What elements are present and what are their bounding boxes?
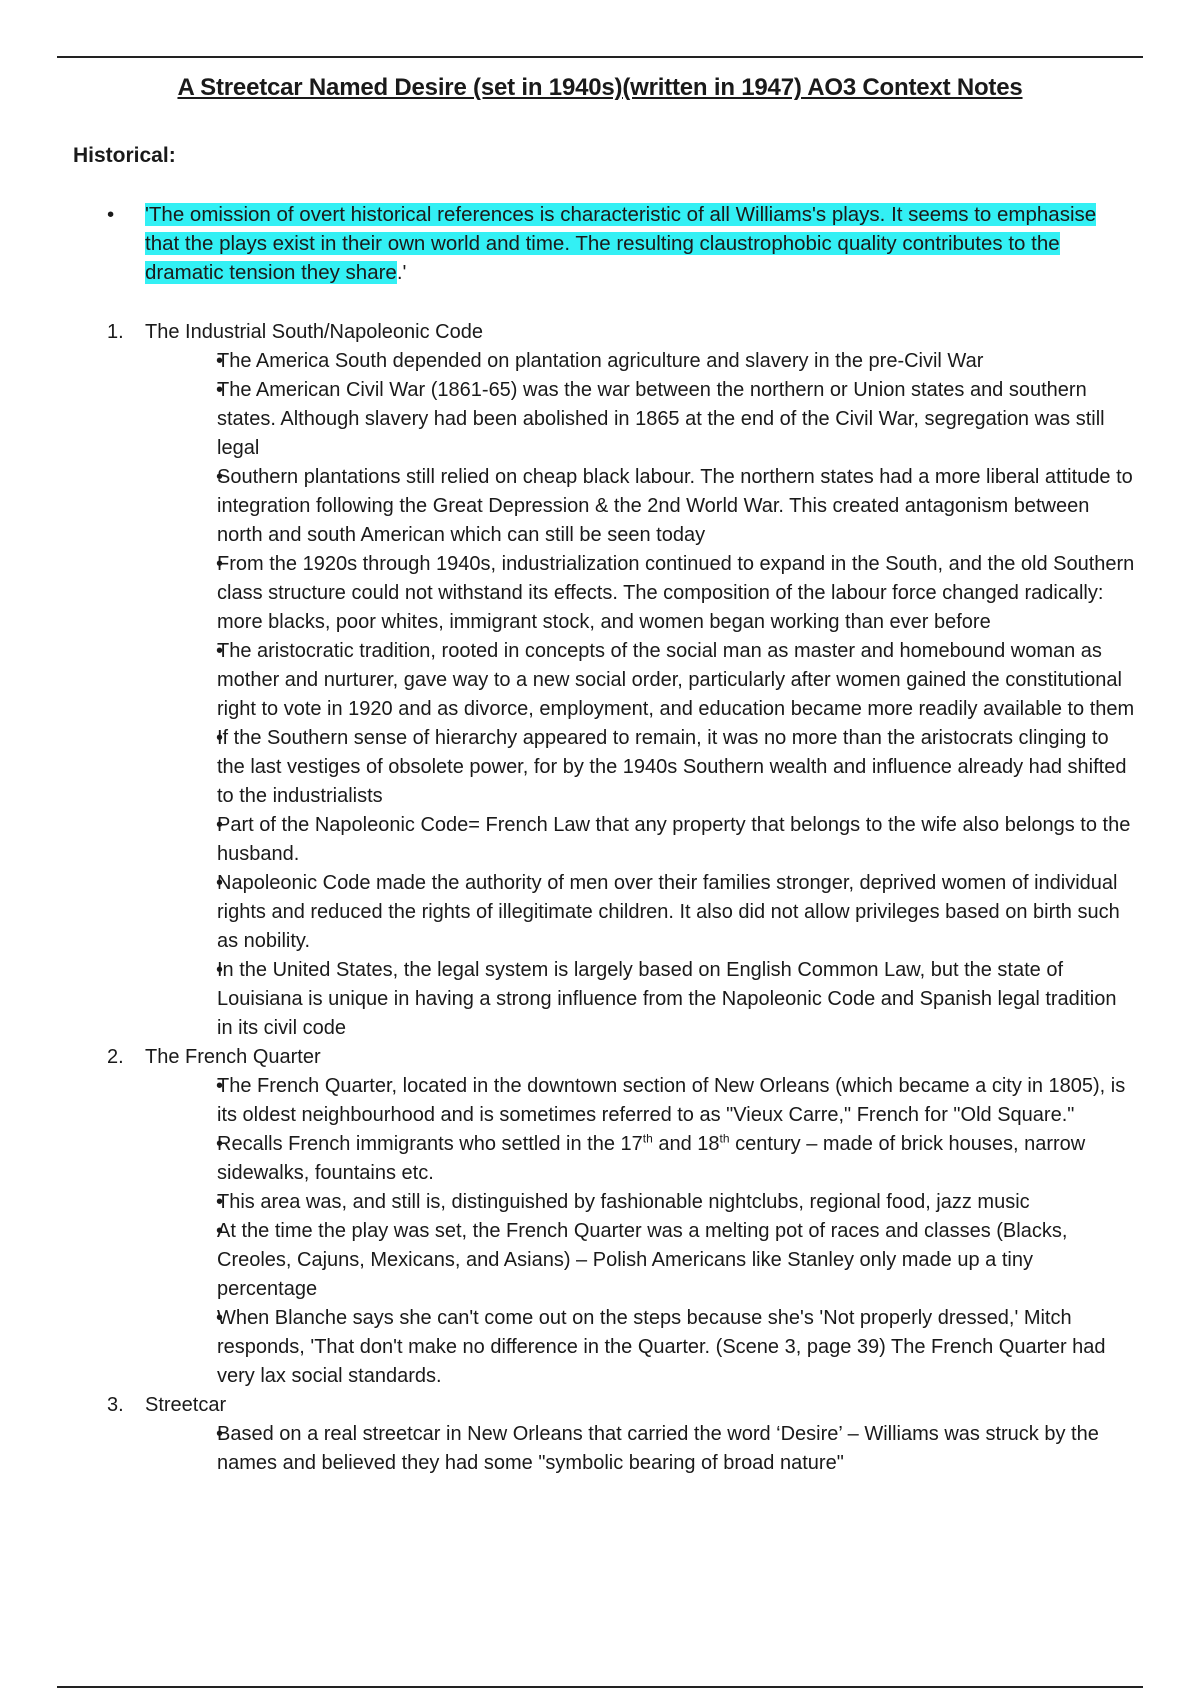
list-item: • From the 1920s through 1940s, industrialization continued to expand in the South, and the old Southern class structure could not withstand its effects. The composition of the labour force changed radically: more blacks, poor whites, immigrant stock, and women began working than ever before — [145, 550, 1137, 637]
list-item: • The aristocratic tradition, rooted in concepts of the social man as master and homebound woman as mother and nurturer, gave way to a new social order, particularly after women gained the constitutional right to vote in 1920 and as divorce, employment, and education became more readily available to them — [145, 637, 1137, 724]
top-rule — [57, 56, 1143, 58]
bullet-list — [145, 347, 1137, 1043]
list-item: • Part of the Napoleonic Code= French Law that any property that belongs to the wife also belongs to the husband. — [145, 811, 1137, 869]
list-item-french-quarter — [107, 1043, 1137, 1391]
list-item: • The French Quarter, located in the downtown section of New Orleans (which became a city in 1805), is its oldest neighbourhood and is sometimes referred to as "Vieux Carre," French for "Old Square." — [145, 1072, 1137, 1130]
quote-tail: .' — [396, 261, 407, 284]
list-number: 3. — [107, 1394, 124, 1416]
document-title: A Streetcar Named Desire (set in 1940s)(written in 1947) AO3 Context Notes — [177, 74, 1023, 101]
list-item: • The America South depended on plantation agriculture and slavery in the pre-Civil War — [145, 347, 1137, 376]
text-run: century – made of brick houses, narrow sidewalks, fountains etc. — [217, 1133, 1086, 1184]
quote-highlight: 'The omission of overt historical references is characteristic of all Williams's plays. It seems to emphasise that the plays exist in their own world and time. The resulting claustrophobic quality contributes to the dramatic tension they share — [145, 203, 1097, 284]
ordinal-suffix: th — [642, 1131, 653, 1146]
numbered-list — [107, 318, 1137, 1478]
list-item: • When Blanche says she can't come out on the steps because she's 'Not properly dressed,' Mitch responds, 'That don't make no difference in the Quarter. (Scene 3, page 39) The French Quarter had very lax social standards. — [145, 1304, 1137, 1391]
list-item: • Napoleonic Code made the authority of men over their families stronger, deprived women of individual rights and reduced the rights of illegitimate children. It also did not allow privileges based on birth such as nobility. — [145, 869, 1137, 956]
quote-text — [145, 200, 1107, 287]
list-item: • This area was, and still is, distinguished by fashionable nightclubs, regional food, jazz music — [145, 1188, 1137, 1217]
list-number: 2. — [107, 1046, 124, 1068]
bullet-list — [145, 1420, 1137, 1478]
ordinal-suffix: th — [719, 1131, 730, 1146]
list-item: • Southern plantations still relied on cheap black labour. The northern states had a more liberal attitude to integration following the Great Depression & the 2nd World War. This created antagonism between north and south American which can still be seen today — [145, 463, 1137, 550]
list-heading: Streetcar — [145, 1394, 227, 1416]
list-item: • In the United States, the legal system is largely based on English Common Law, but the state of Louisiana is unique in having a strong influence from the Napoleonic Code and Spanish legal tradition in its civil code — [145, 956, 1137, 1043]
bullet-dot: • — [107, 203, 115, 226]
text-run: and 18 — [652, 1133, 720, 1155]
list-item: • Based on a real streetcar in New Orleans that carried the word ‘Desire’ – Williams was struck by the names and believed they had some "symbolic bearing of broad nature" — [145, 1420, 1137, 1478]
list-item — [145, 1130, 1137, 1188]
section-label-historical: Historical: — [73, 144, 176, 167]
list-item-industrial-south — [107, 318, 1137, 1043]
list-heading: The Industrial South/Napoleonic Code — [145, 321, 483, 343]
quote-bullet — [107, 200, 1107, 287]
text-run: Recalls French immigrants who settled in the 17 — [217, 1133, 643, 1155]
bottom-rule — [57, 1686, 1143, 1688]
list-item: • At the time the play was set, the French Quarter was a melting pot of races and classes (Blacks, Creoles, Cajuns, Mexicans, and Asians) – Polish Americans like Stanley only made up a tiny percentage — [145, 1217, 1137, 1304]
list-heading: The French Quarter — [145, 1046, 321, 1068]
list-item-streetcar — [107, 1391, 1137, 1478]
list-item: • The American Civil War (1861-65) was the war between the northern or Union states and southern states. Although slavery had been abolished in 1865 at the end of the Civil War, segregation was still legal — [145, 376, 1137, 463]
list-item: • If the Southern sense of hierarchy appeared to remain, it was no more than the aristocrats clinging to the last vestiges of obsolete power, for by the 1940s Southern wealth and influence already had shifted to the industrialists — [145, 724, 1137, 811]
list-number: 1. — [107, 321, 124, 343]
bullet-list — [145, 1072, 1137, 1391]
